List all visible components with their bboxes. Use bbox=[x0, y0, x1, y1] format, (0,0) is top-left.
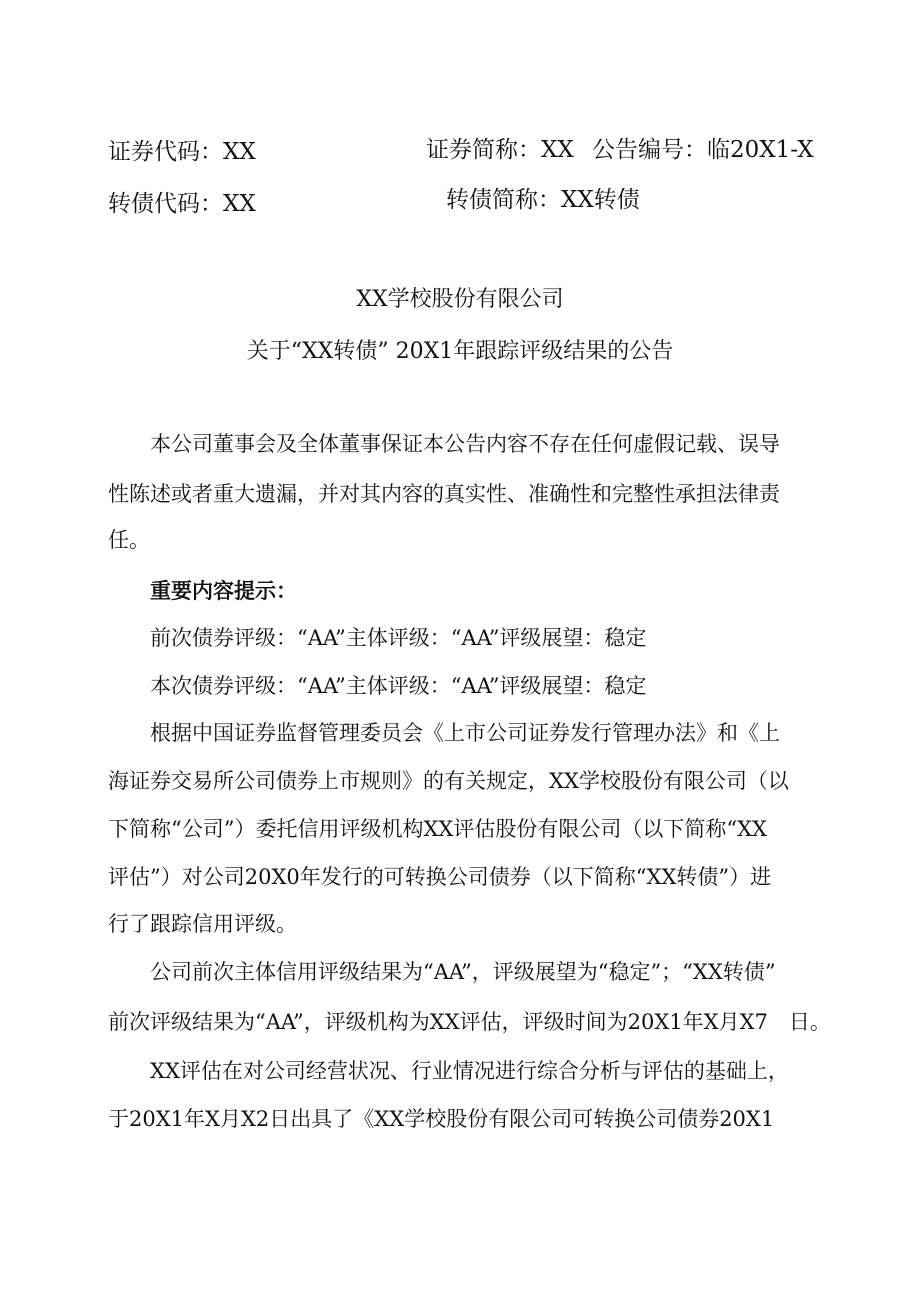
regulation-line: 海证券交易所公司债券上市规则》的有关规定，XX学校股份有限公司（以 bbox=[108, 769, 789, 793]
regulation-line: 下简称“公司”）委托信用评级机构XX评估股份有限公司（以下简称“XX bbox=[108, 817, 768, 841]
statement-line: 任。 bbox=[108, 528, 150, 552]
regulation-line: 根据中国证券监督管理委员会《上市公司证券发行管理办法》和《上 bbox=[150, 721, 780, 745]
company-title: XX学校股份有限公司 bbox=[356, 287, 564, 312]
current-rating-line: 于20X1年X月X2日出具了《XX学校股份有限公司可转换公司债券20X1 bbox=[108, 1107, 775, 1131]
statement-line: 本公司董事会及全体董事保证本公告内容不存在任何虚假记载、误导 bbox=[150, 432, 780, 456]
bond-code: 转债代码：XX bbox=[108, 191, 256, 217]
regulation-line: 行了跟踪信用评级。 bbox=[108, 912, 297, 936]
previous-rating-line: 前次评级结果为“AA”，评级机构为XX评估，评级时间为20X1年X月X7 日。 bbox=[108, 1010, 831, 1034]
bond-name: 转债简称：XX转债 bbox=[446, 187, 640, 213]
statement-line: 性陈述或者重大遗漏，并对其内容的真实性、准确性和完整性承担法律责 bbox=[108, 482, 780, 506]
previous-rating-line: 公司前次主体信用评级结果为“AA”，评级展望为“稳定”；“XX转债” bbox=[150, 960, 776, 984]
previous-rating: 前次债券评级：“AA”主体评级：“AA”评级展望：稳定 bbox=[150, 626, 647, 650]
stock-code: 证券代码：XX bbox=[108, 139, 256, 165]
notice-number: 公告编号：临20X1-X bbox=[592, 137, 814, 163]
regulation-line: 评估”）对公司20X0年发行的可转换公司债券（以下简称“XX转债”）进 bbox=[108, 865, 772, 889]
key-hint-label: 重要内容提示： bbox=[150, 578, 297, 603]
current-rating: 本次债券评级：“AA”主体评级：“AA”评级展望：稳定 bbox=[150, 674, 647, 698]
notice-subject-title: 关于“XX转债” 20X1年跟踪评级结果的公告 bbox=[246, 339, 674, 364]
current-rating-line: XX评估在对公司经营状况、行业情况进行综合分析与评估的基础上， bbox=[150, 1059, 789, 1083]
stock-name: 证券简称：XX bbox=[426, 137, 574, 163]
